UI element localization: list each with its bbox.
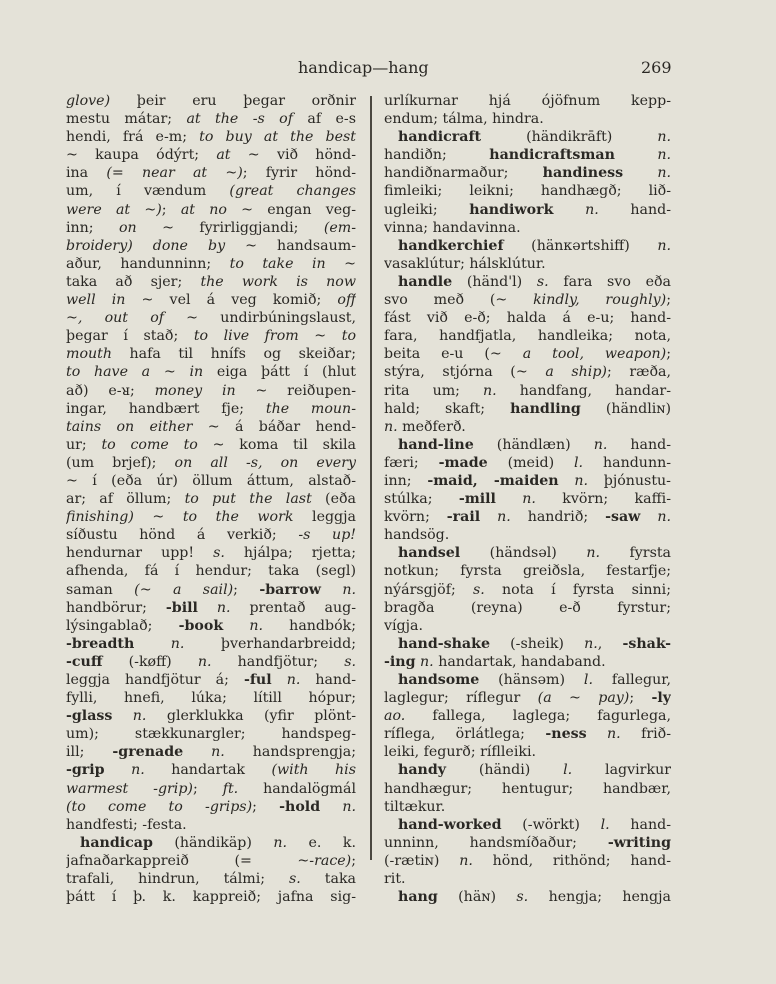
entry-line: jafnaðarkappreið (= ~-race); xyxy=(66,852,356,869)
entry-line: saman (~ a sail); -barrow n. xyxy=(66,581,356,598)
entry-line: handicraft (händikrāft) n. xyxy=(398,129,671,146)
entry-line: (to come to -grips); -hold n. xyxy=(66,798,356,815)
entry-line: handkerchief (hänᴋərtshiff) n. xyxy=(398,237,671,254)
entry-line: kvörn; -rail n. handrið; -saw n. xyxy=(384,509,671,526)
entry-line: finishing) ~ to the work leggja xyxy=(66,509,356,526)
entry-line: bragða (reyna) e-ð fyrstur; xyxy=(384,599,671,616)
entry-line: ingar, handbært fje; the moun- xyxy=(66,400,356,417)
entry-line: vasaklútur; hálsklútur. xyxy=(384,255,546,272)
entry-line: -breadth n. þverhandarbreidd; xyxy=(66,635,356,652)
entry-line: inn; -maid, -maiden n. þjónustu- xyxy=(384,472,671,489)
entry-line: warmest -grip); ft. handalögmál xyxy=(66,780,356,797)
entry-line: ~ kaupa ódýrt; at ~ við hönd- xyxy=(66,147,356,164)
entry-line: fylli, hnefi, lúka; lítill hópur; xyxy=(66,690,356,707)
entry-line: hand-shake (-sheik) n., -shak- xyxy=(398,635,671,652)
entry-line: vinna; handavinna. xyxy=(384,219,521,236)
entry-line: ur; to come to ~ koma til skila xyxy=(66,436,356,453)
entry-line: handsome (hänsəm) l. fallegur, xyxy=(398,672,671,688)
entry-line: hendurnar upp! s. hjálpa; rjetta; xyxy=(66,545,356,562)
running-head-title: handicap—hang xyxy=(298,58,429,77)
entry-line: hand-worked (-wörkt) l. hand- xyxy=(398,816,671,833)
entry-line: rit. xyxy=(384,871,406,888)
entry-line: ~ í (eða úr) öllum áttum, alstað- xyxy=(66,472,356,489)
entry-line: ar; af öllum; to put the last (eða xyxy=(66,491,356,508)
left-column xyxy=(66,92,356,906)
entry-line: (um brjef); on all -s, on every xyxy=(66,454,356,471)
entry-line: handhægur; hentugur; handbær, xyxy=(384,780,671,797)
entry-line: handfesti; -festa. xyxy=(66,816,187,833)
entry-line: n. meðferð. xyxy=(384,418,466,435)
entry-line: unninn, handsmíðaður; -writing xyxy=(384,834,671,851)
entry-line: handiðn; handicraftsman n. xyxy=(384,147,671,164)
entry-line: vígja. xyxy=(384,617,424,634)
entry-line: ao. fallega, laglega; fagurlega, xyxy=(384,708,671,725)
entry-line: handiðnarmaður; handiness n. xyxy=(384,165,671,182)
entry-line: þátt í þ. k. kappreið; jafna sig- xyxy=(66,889,356,906)
entry-line: handle (händ'l) s. fara svo eða xyxy=(398,273,671,290)
entry-line: laglegur; ríflegur (a ~ pay); -ly xyxy=(384,690,671,707)
entry-line: ~, out of ~ undirbúningslaust, xyxy=(66,310,356,327)
entry-line: aður, handunninn; to take in ~ xyxy=(66,255,356,272)
entry-line: handy (händi) l. lagvirkur xyxy=(398,762,671,779)
entry-line: handicap (händikäp) n. e. k. xyxy=(80,834,356,851)
entry-line: -grip n. handartak (with his xyxy=(66,762,356,779)
entry-line: taka að sjer; the work is now xyxy=(66,273,356,290)
entry-line: to have a ~ in eiga þátt í (hlut xyxy=(66,364,356,381)
entry-line: hald; skaft; handling (händliɴ) xyxy=(384,400,671,417)
page-number: 269 xyxy=(641,58,672,77)
entry-line: handsel (händsəl) n. fyrsta xyxy=(398,545,671,562)
entry-line: rita um; n. handfang, handar- xyxy=(384,382,671,399)
entry-line: fimleiki; leikni; handhægð; lið- xyxy=(384,183,671,200)
entry-line: lýsingablað; -book n. handbók; xyxy=(66,617,356,634)
entry-line: trafali, hindrun, tálmi; s. taka xyxy=(66,871,356,888)
entry-line: leggja handfjötur á; -ful n. hand- xyxy=(66,672,356,688)
entry-line: mestu mátar; at the -s of af e-s xyxy=(66,111,356,128)
entry-line: stúlka; -mill n. kvörn; kaffi- xyxy=(384,491,671,508)
entry-line: hand-line (händlæn) n. hand- xyxy=(398,436,671,453)
entry-line: well in ~ vel á veg komið; off xyxy=(66,292,356,309)
entry-line: leiki, fegurð; ríflleiki. xyxy=(384,744,537,761)
entry-line: -glass n. glerklukka (yfir plönt- xyxy=(66,708,356,725)
entry-line: were at ~); at no ~ engan veg- xyxy=(66,201,356,218)
entry-line: nýársgjöf; s. nota í fyrsta sinni; xyxy=(384,581,671,598)
column-divider xyxy=(370,96,372,860)
entry-line: endum; tálma, hindra. xyxy=(384,111,544,128)
entry-line: um, í vændum (great changes xyxy=(66,183,356,200)
entry-line: handbörur; -bill n. prentað aug- xyxy=(66,599,356,616)
entry-line: -cuff (-køff) n. handfjötur; s. xyxy=(66,653,356,670)
entry-line: hang (häɴ) s. hengja; hengja xyxy=(398,889,671,906)
entry-line: svo með (~ kindly, roughly); xyxy=(384,292,671,309)
entry-line: (-rætiɴ) n. hönd, rithönd; hand- xyxy=(384,852,671,869)
right-column xyxy=(384,92,671,906)
entry-line: glove) þeir eru þegar orðnir xyxy=(66,93,356,109)
entry-line: tiltækur. xyxy=(384,798,446,815)
entry-line: síðustu hönd á verkið; -s up! xyxy=(66,527,356,544)
entry-line: mouth hafa til hnífs og skeiðar; xyxy=(66,346,356,363)
entry-line: broidery) done by ~ handsaum- xyxy=(66,237,356,254)
entry-line: beita e-u (~ a tool, weapon); xyxy=(384,346,671,363)
entry-line: um); stækkunargler; handspeg- xyxy=(66,726,356,743)
entry-line: handsög. xyxy=(384,527,450,544)
entry-line: að) e-ᴚ; money in ~ reiðupen- xyxy=(66,382,356,399)
entry-line: fást við e-ð; halda á e-u; hand- xyxy=(384,310,671,327)
entry-line: fara, handfjatla, handleika; nota, xyxy=(384,328,671,345)
running-head xyxy=(0,58,776,82)
entry-line: inn; on ~ fyrirliggjandi; (em- xyxy=(66,219,356,236)
entry-line: ina (= near at ~); fyrir hönd- xyxy=(66,165,356,182)
entry-line: ugleiki; handiwork n. hand- xyxy=(384,201,671,218)
entry-line: afhenda, fá í hendur; taka (segl) xyxy=(66,563,356,580)
entry-line: ríflega, örlátlega; -ness n. frið- xyxy=(384,726,671,743)
entry-line: notkun; fyrsta greiðsla, festarfje; xyxy=(384,563,671,580)
entry-line: hendi, frá e-m; to buy at the best xyxy=(66,129,356,146)
entry-line: -ing n. handartak, handaband. xyxy=(384,653,606,670)
entry-line: tains on either ~ á báðar hend- xyxy=(66,418,356,435)
entry-line: stýra, stjórna (~ a ship); ræða, xyxy=(384,364,671,381)
entry-line: þegar í stað; to live from ~ to xyxy=(66,328,356,345)
entry-line: færi; -made (meid) l. handunn- xyxy=(384,454,671,471)
entry-line: urlíkurnar hjá ójöfnum kepp- xyxy=(384,93,671,109)
entry-line: ill; -grenade n. handsprengja; xyxy=(66,744,356,761)
